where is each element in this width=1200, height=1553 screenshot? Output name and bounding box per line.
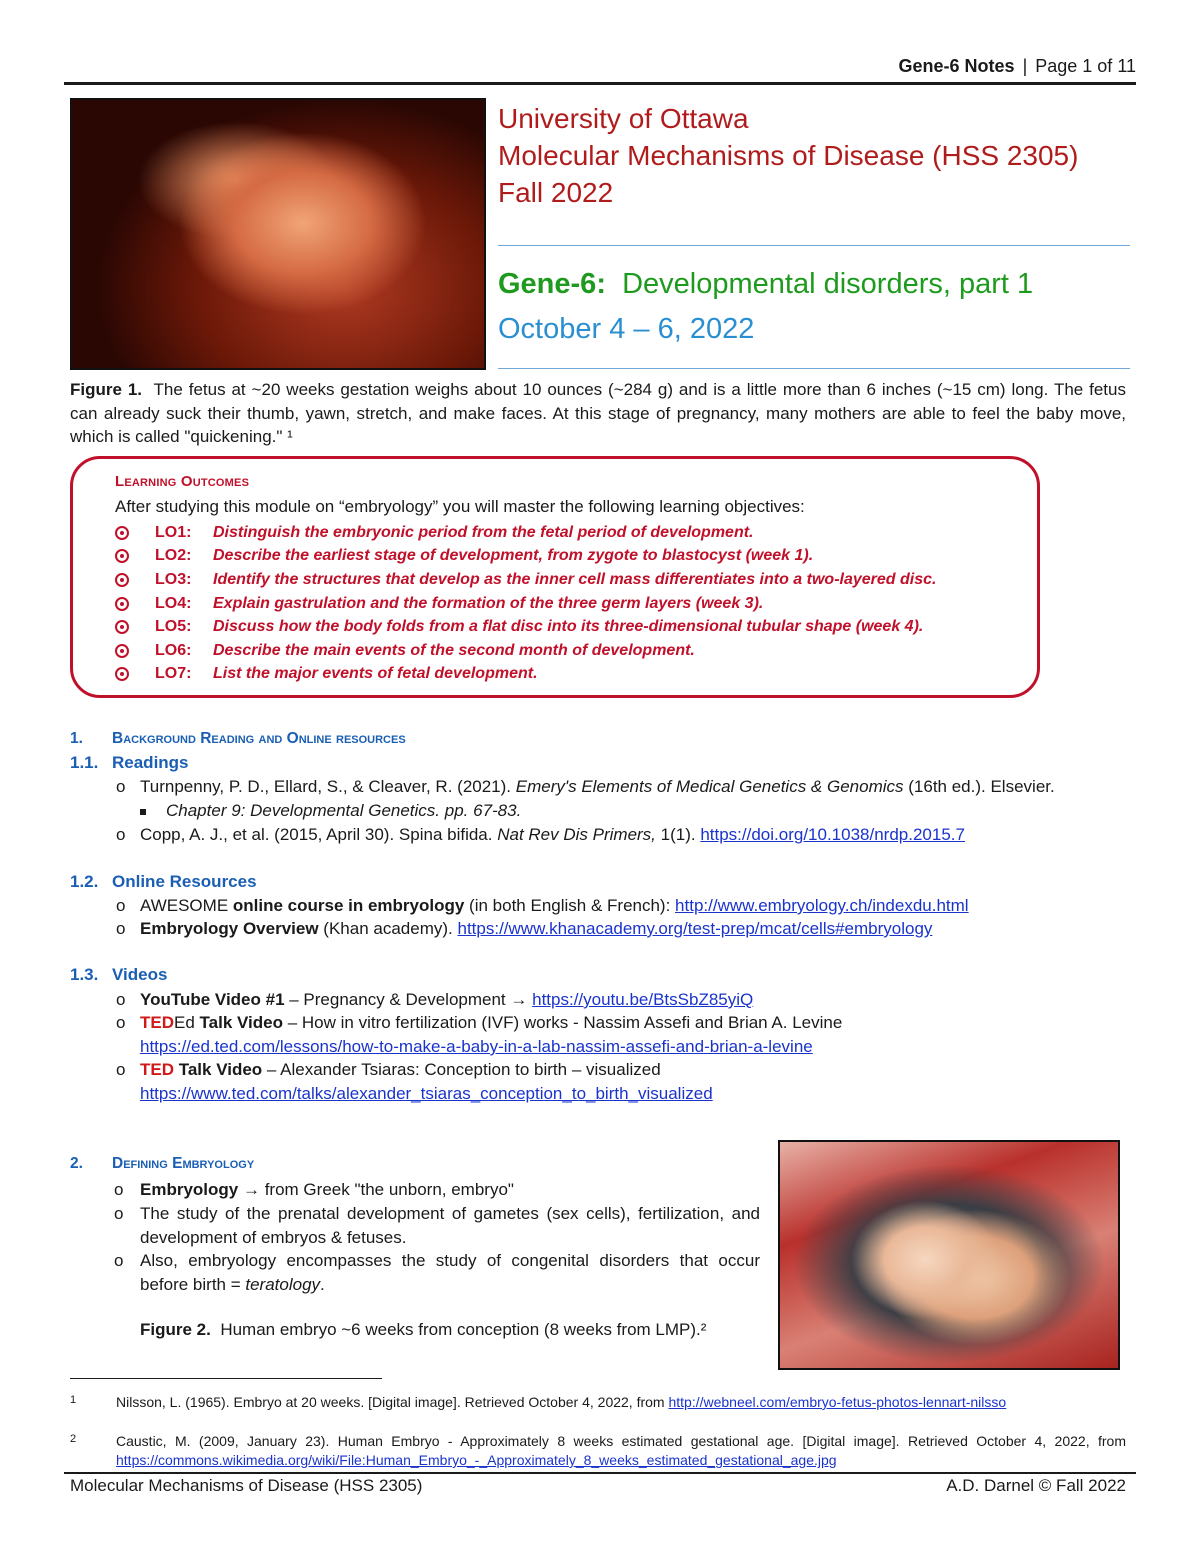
doi-link[interactable]: https://doi.org/10.1038/nrdp.2015.7 [700, 825, 965, 844]
footnote-1-link[interactable]: http://webneel.com/embryo-fetus-photos-lennart-nilsso [668, 1394, 1007, 1410]
video-2 [116, 1013, 842, 1033]
definition-2 [114, 1202, 760, 1249]
lo-text: Describe the main events of the second month of development. [213, 641, 695, 659]
subsection-title: Videos [112, 965, 168, 984]
ted-ed-link[interactable]: https://ed.ted.com/lessons/how-to-make-a-baby-in-a-lab-nassim-assefi-and-brian-a-levine [140, 1037, 813, 1056]
learning-outcomes-box [70, 456, 1040, 698]
ref-volume: 1(1). [655, 825, 701, 844]
video-title: – Alexander Tsiaras: Conception to birth – visualized [262, 1060, 661, 1079]
circle-bullet-icon: o [116, 990, 126, 1009]
circle-bullet-icon: o [116, 1060, 126, 1079]
video-label: YouTube Video #1 [140, 990, 285, 1009]
footer-rule [64, 1472, 1136, 1474]
definition-end: . [320, 1274, 325, 1294]
gene-title [498, 268, 1033, 301]
list-item [115, 615, 936, 639]
title-rule-top [498, 245, 1130, 246]
section-1-heading [70, 730, 406, 748]
subsection-number: 1.3. [70, 965, 99, 984]
gene-topic: Developmental disorders, part 1 [622, 268, 1034, 300]
embryology-ch-link[interactable]: http://www.embryology.ch/indexdu.html [675, 896, 969, 915]
subsection-online-heading [70, 872, 257, 892]
footer-course: Molecular Mechanisms of Disease (HSS 2305) [70, 1476, 423, 1495]
target-bullet-icon [115, 526, 129, 540]
definition-3 [114, 1249, 760, 1296]
target-bullet-icon [115, 667, 129, 681]
target-bullet-icon [115, 597, 129, 611]
video-3 [116, 1060, 661, 1080]
section-2-heading [70, 1155, 254, 1173]
lo-code: LO7: [155, 665, 192, 683]
figure-2-label: Figure 2. [140, 1320, 211, 1339]
figure-1-text: The fetus at ~20 weeks gestation weighs about 10 ounces (~284 g) and is a little more than 6 inches (~15 cm) long. The fetus can already suck their thumb, yawn, stretch, and make faces. At this stage of pregnancy, many mothers are able to feel the baby move, which is called "quickening." ¹ [70, 380, 1126, 446]
khan-academy-link[interactable]: https://www.khanacademy.org/test-prep/mcat/cells#embryology [457, 919, 933, 938]
lo-text: Discuss how the body folds from a flat disc into its three-dimensional tubular shape (week 4). [213, 618, 924, 636]
lo-code: LO3: [155, 570, 192, 588]
subsection-videos-heading [70, 965, 167, 985]
ted-logo-text: TED [140, 1060, 174, 1079]
video-1 [116, 990, 753, 1010]
footnote-2-link[interactable]: https://commons.wikimedia.org/wiki/File:Human_Embryo_-_Approximately_8_weeks_estimated_gestational_age.jpg [116, 1452, 837, 1468]
resource-prefix: AWESOME [140, 896, 233, 915]
ref-edition: (16th ed.). Elsevier. [903, 777, 1055, 796]
figure-1-fetus-image [70, 98, 486, 370]
definition-text: Also, embryology encompasses the study of congenital disorders that occur before birth = [140, 1251, 760, 1294]
circle-bullet-icon: o [116, 896, 126, 915]
lo-code: LO5: [155, 618, 192, 636]
circle-bullet-icon: o [116, 825, 126, 844]
subsection-number: 1.1. [70, 753, 99, 772]
video-title: – How in vitro fertilization (IVF) works - Nassim Assefi and Brian A. Levine [283, 1013, 843, 1032]
youtube-link[interactable]: https://youtu.be/BtsSbZ85yiQ [532, 990, 754, 1009]
page-number: Page 1 of 11 [1035, 56, 1136, 76]
term: Embryology [140, 1180, 239, 1199]
target-bullet-icon [115, 644, 129, 658]
footnote-mark: 1 [70, 1394, 77, 1406]
ref-authors: Turnpenny, P. D., Ellard, S., & Cleaver, R. (2021). [140, 777, 516, 796]
section-number: 1. [70, 730, 83, 747]
ref-journal: Nat Rev Dis Primers, [497, 825, 656, 844]
right-arrow-icon: → [242, 1180, 260, 1199]
list-item [115, 568, 936, 592]
resource-desc: (in both English & French): [464, 896, 676, 915]
video-label: Talk Video [174, 1060, 263, 1079]
footnote-text: Caustic, M. (2009, January 23). Human Embryo - Approximately 8 weeks estimated gestational age. [Digital image]. Retrieved October 4, 2022, from [116, 1433, 1126, 1449]
teratology-term: teratology [245, 1274, 321, 1294]
video-3-link-line [140, 1084, 713, 1104]
target-bullet-icon [115, 549, 129, 563]
circle-bullet-icon: o [116, 919, 126, 938]
footnote-text: Nilsson, L. (1965). Embryo at 20 weeks. [Digital image]. Retrieved October 4, 2022, from [116, 1394, 669, 1410]
footnote-1 [70, 1393, 1126, 1412]
lo-code: LO1: [155, 523, 192, 541]
resource-desc: (Khan academy). [318, 919, 458, 938]
ted-logo-text: TED [140, 1013, 174, 1032]
footnote-rule [70, 1378, 382, 1379]
course-title [498, 100, 1078, 211]
ref-chapter: Chapter 9: Developmental Genetics. pp. 67-83. [166, 801, 522, 820]
page-header [899, 56, 1136, 77]
right-arrow-icon: → [510, 990, 528, 1009]
ref-authors: Copp, A. J., et al. (2015, April 30). Spina bifida. [140, 825, 498, 844]
lo-text: Identify the structures that develop as the inner cell mass differentiates into a two-layered disc. [213, 570, 937, 588]
reading-1-chapter [140, 801, 521, 821]
header-rule [64, 82, 1136, 85]
circle-bullet-icon: o [116, 1013, 126, 1032]
footnote-2 [70, 1432, 1126, 1470]
subsection-title: Online Resources [112, 872, 257, 891]
circle-bullet-icon: o [116, 777, 126, 796]
lo-text: Explain gastrulation and the formation of the three germ layers (week 3). [213, 594, 764, 612]
online-resource-1 [116, 896, 969, 916]
resource-name: Embryology Overview [140, 919, 319, 938]
section-title: Background Reading and Online resources [112, 730, 406, 747]
section-number: 2. [70, 1155, 83, 1172]
target-bullet-icon [115, 620, 129, 634]
university-name: University of Ottawa [498, 103, 749, 134]
lo-text: Distinguish the embryonic period from the fetal period of development. [213, 523, 754, 541]
definition-1 [114, 1178, 760, 1202]
lo-text: List the major events of fetal development. [213, 665, 538, 683]
list-item [115, 545, 936, 569]
circle-bullet-icon: o [114, 1180, 124, 1199]
list-item [115, 592, 936, 616]
learning-outcomes-list [115, 521, 936, 686]
online-resource-2 [116, 919, 932, 939]
learning-outcomes-intro: After studying this module on “embryology” you will master the following learning objectives: [115, 497, 805, 516]
reading-2 [116, 825, 965, 845]
list-item [115, 639, 936, 663]
resource-name: online course in embryology [232, 896, 465, 915]
lo-code: LO4: [155, 594, 192, 612]
lecture-dates: October 4 – 6, 2022 [498, 313, 755, 345]
reading-1 [116, 777, 1055, 797]
list-item [115, 521, 936, 545]
lo-code: LO2: [155, 547, 192, 565]
list-item [115, 663, 936, 687]
subsection-readings-heading [70, 753, 189, 773]
figure-2-embryo-image [778, 1140, 1120, 1370]
ted-talk-link[interactable]: https://www.ted.com/talks/alexander_tsiaras_conception_to_birth_visualized [140, 1084, 713, 1103]
gene-code: Gene-6: [498, 268, 606, 300]
learning-outcomes-title: Learning Outcomes [115, 473, 250, 490]
definition-text: The study of the prenatal development of gametes (sex cells), fertilization, and development of embryos & fetuses. [140, 1204, 760, 1247]
video-title: – Pregnancy & Development [284, 990, 511, 1009]
section-title: Defining Embryology [112, 1155, 255, 1172]
ted-ed-suffix: Ed [174, 1013, 200, 1032]
course-name: Molecular Mechanisms of Disease (HSS 2305) [498, 140, 1079, 171]
lo-code: LO6: [155, 641, 192, 659]
subsection-number: 1.2. [70, 872, 99, 891]
footnote-mark: 2 [70, 1433, 77, 1445]
header-separator: | [1022, 56, 1028, 76]
term-origin: from Greek "the unborn, embryo" [259, 1180, 514, 1199]
video-label: Talk Video [199, 1013, 283, 1032]
term: Fall 2022 [498, 177, 614, 208]
square-bullet-icon [140, 809, 146, 815]
subsection-title: Readings [112, 753, 189, 772]
target-bullet-icon [115, 573, 129, 587]
figure-1-label: Figure 1. [70, 380, 143, 399]
ref-title: Emery's Elements of Medical Genetics & Genomics [515, 777, 904, 796]
circle-bullet-icon: o [114, 1251, 124, 1270]
figure-2-text: Human embryo ~6 weeks from conception (8 weeks from LMP).² [220, 1320, 707, 1339]
title-rule-bottom [498, 368, 1130, 369]
figure-1-caption [70, 378, 1126, 449]
footer-author: A.D. Darnel © Fall 2022 [946, 1476, 1126, 1495]
lo-text: Describe the earliest stage of development, from zygote to blastocyst (week 1). [213, 547, 814, 565]
circle-bullet-icon: o [114, 1204, 124, 1223]
figure-2-caption [140, 1320, 706, 1340]
video-2-link-line [140, 1037, 813, 1057]
doc-name: Gene-6 Notes [898, 56, 1015, 76]
